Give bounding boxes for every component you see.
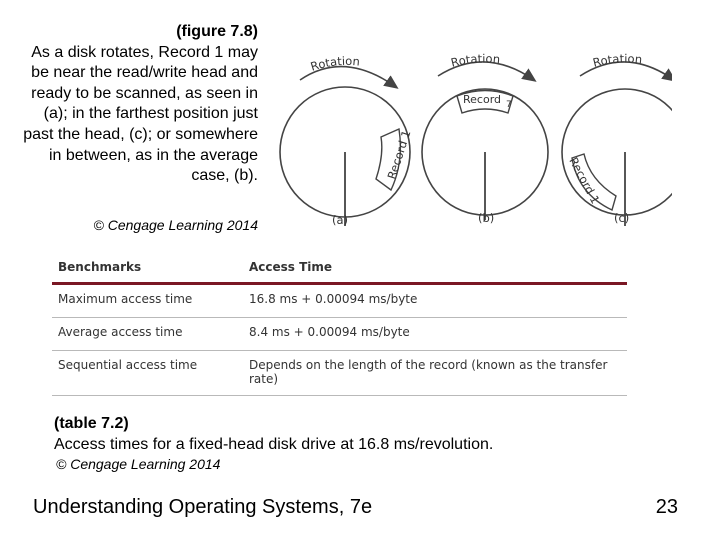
access-time-cell: 8.4 ms + 0.00094 ms/byte [249, 325, 410, 339]
record-label-b-subscript: 7 [506, 100, 512, 110]
header-benchmarks: Benchmarks [58, 260, 142, 274]
disk-panel-b [422, 51, 548, 225]
record-label-b: Record [463, 93, 502, 106]
panel-label-c: (c) [614, 211, 630, 225]
disk-panel-a [280, 54, 414, 227]
access-times-table [52, 252, 627, 396]
table-row [52, 285, 627, 318]
disk-rotation-diagram [272, 40, 672, 240]
record-1-label-c: Record 1 [566, 154, 603, 207]
record-1-label-a: Record 1 [384, 128, 414, 181]
figure-caption [20, 22, 258, 187]
table-row [52, 318, 627, 351]
table-header-row [52, 252, 627, 282]
rotation-label-b: Rotation [449, 51, 501, 70]
table-copyright: © Cengage Learning 2014 [56, 456, 221, 472]
access-time-cell: 16.8 ms + 0.00094 ms/byte [249, 292, 418, 306]
table-caption [54, 414, 493, 455]
figure-caption-text: As a disk rotates, Record 1 may be near the read/write head and ready to be scanned, as seen in (a); in the farthest position just past the head, (c); or somewhere in between, as in the average case, (b). [23, 43, 258, 185]
figure-caption-title: (figure 7.8) [176, 23, 258, 40]
panel-label-b: (b) [478, 211, 495, 225]
page-number: 23 [655, 496, 678, 518]
disk-platter-c [562, 89, 672, 215]
table-row [52, 351, 627, 396]
panel-label-a: (a) [332, 213, 349, 227]
disk-panel-c [562, 51, 672, 226]
rotation-label-a: Rotation [308, 53, 361, 74]
header-access-time: Access Time [249, 260, 333, 274]
access-time-cell: Depends on the length of the record (known as the transfer rate) [249, 358, 608, 386]
table-caption-title: (table 7.2) [54, 415, 129, 432]
benchmark-cell: Average access time [58, 325, 183, 339]
table-caption-text: Access times for a fixed-head disk drive at 16.8 ms/revolution. [54, 435, 494, 453]
benchmark-cell: Sequential access time [58, 358, 198, 372]
benchmark-cell: Maximum access time [58, 292, 193, 306]
rotation-label-c: Rotation [591, 51, 643, 70]
figure-copyright: © Cengage Learning 2014 [93, 217, 258, 233]
footer-title: Understanding Operating Systems, 7e [33, 496, 373, 518]
